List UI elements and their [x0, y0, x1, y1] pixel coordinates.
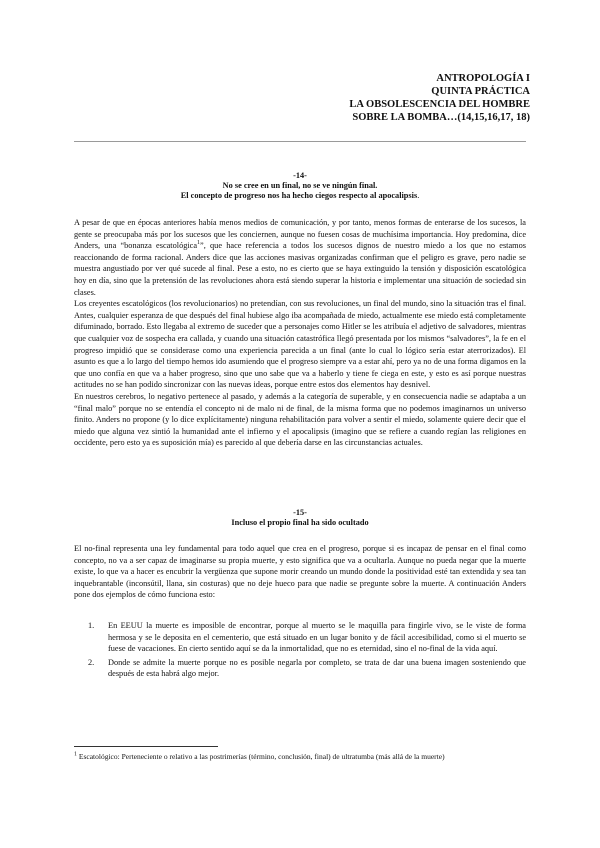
paragraph: El no-final representa una ley fundamental para todo aquel que crea en el progreso, porque si es incapaz de pensar en el final como concepto, no va a ser capaz de imaginarse su propia muerte, y esto significa que va a ocultarla. Aunque no pueda negar que la muerte existe, lo que va a hacer es encubrir la vergüenza que supone morir creando un mundo donde la positividad esté tan extendida y sea tan inquebrantable (inconsútil, llana, sin costuras) que no deje hueco para que nadie se pregunte sobre la muerte. A continuación Anders pone dos ejemplos de cómo funciona esto:	[74, 544, 526, 600]
list-item: 1. En EEUU la muerte es imposible de encontrar, porque al muerto se le maquilla para fingirle vivo, se le viste de forma hermosa y se le deposita en el cementerio, que está situado en un lugar bonito y de fácil accesibilidad, como si el muerto se fuese de vacaciones. En cierto sentido aquí se da la inmortalidad, que no es eternidad, sino el no-final de la vida aquí.	[88, 621, 526, 654]
paragraph: En nuestros cerebros, lo negativo pertenece al pasado, y además a la categoría de superable, y en consecuencia nadie se adaptaba a un “final malo” porque no se entendía el concepto ni de malo ni de final, de la misma forma que no podemos imaginarnos un universo finito. Anders no propone (y lo dice explícitamente) ninguna rehabilitación para volver a sentir el miedo, solamente quiere decir que el miedo que alguna vez sintió la humanidad ante el infierno y el apocalipsis (imagino que se refiere a cuando regían las religiones en occidente, pero esto ya es suposición mía) es parecido al que debería darse en las circunstancias actuales.	[74, 391, 526, 448]
section-14-heading	[74, 171, 526, 201]
section-14-body	[74, 217, 526, 449]
document-header	[349, 72, 530, 124]
footnote: $^1$ Escatológico: Perteneciente o relativo a las postrimerías (término, conclusión, final) de ultratumba (más allá de la muerte)	[74, 751, 445, 761]
section-15-title: Incluso el propio final ha sido ocultado	[231, 518, 369, 527]
section-15-body	[74, 543, 526, 601]
header-divider	[74, 141, 526, 142]
examples-list	[88, 620, 526, 682]
footnote-divider	[74, 746, 218, 747]
footnote-ref[interactable]: 1	[197, 240, 201, 247]
paragraph: Los creyentes escatológicos (los revolucionarios) no pretendían, con sus revoluciones, un final del mundo, sino la situación tras el final. Antes, cualquier esperanza de que después del final hubiese algo iba acompañada de miedo, actualmente ese miedo está completamente difuminado, borrado. Esto llegaba al extremo de suceder que a personajes como Hitler se les atribuía el adjetivo de salvadores, mientras que cualquier voz de sospecha era callada, y cuando una situación catastrófica llegó presentada por los mismos “salvadores”, la fe en el progreso impidió que se considerase como una experiencia parecida a un final (ante lo cual lo lógico sería estar aterrorizados). El asunto es que a lo largo del tiempo hemos ido asumiendo que el progreso siempre va a estar ahí, pero ya no de una forma digamos en la que uno confía en que va a haber progreso, sino que uno sabe que va a haberlo y tiene fe ciega en este, y esto es así porque nuestras actitudes no se han podido sincronizar con las nuevas ideas, porque entre estos dos elementos hay desnivel.	[74, 299, 526, 390]
book-title: LA OBSOLESCENCIA DEL HOMBRE	[349, 99, 530, 110]
list-item: 2. Donde se admite la muerte porque no es posible negarla por completo, se trata de dar una buena imagen sosteniendo que después de esta habrá algo mejor.	[88, 657, 526, 679]
paragraph: A pesar de que en épocas anteriores había menos medios de comunicación, y por tanto, menos formas de enterarse de los sucesos, la gente se preocupaba más por los sucesos que les conciernen, aunque no fuesen cosas de muchísima importancia. Hoy predomina, dice Anders, una “bonanza escatológica$^1$”, que hace referencia a todos los sucesos dignos de nuestro miedo a los que no estamos reaccionando de forma racional. Anders dice que las acciones masivas organizadas confirman que el peligro es grave, pero nadie se muestra angustiado por ver qué sucede al final. Pese a esto, no es cierto que se haya extinguido la tensión y disposición escatológica hoy en día, sino que la pretensión de las revoluciones ahora está siendo superar la historia e implementar una situación de sociedad sin clases.	[74, 218, 526, 297]
footnote-number: 1	[74, 751, 77, 758]
section-15-heading	[74, 508, 526, 528]
section-14-title-1: No se cree en un final, no se ve ningún final.	[222, 181, 378, 190]
section-15-number: -15-	[293, 508, 307, 517]
assignment-title: QUINTA PRÁCTICA	[431, 86, 530, 97]
section-14-number: -14-	[293, 171, 307, 180]
course-title: ANTROPOLOGÍA I	[436, 73, 530, 84]
section-14-title-2: El concepto de progreso nos ha hecho ciegos respecto al apocalipsis.	[180, 191, 420, 200]
chapters-title: SOBRE LA BOMBA…(14,15,16,17, 18)	[352, 112, 530, 123]
